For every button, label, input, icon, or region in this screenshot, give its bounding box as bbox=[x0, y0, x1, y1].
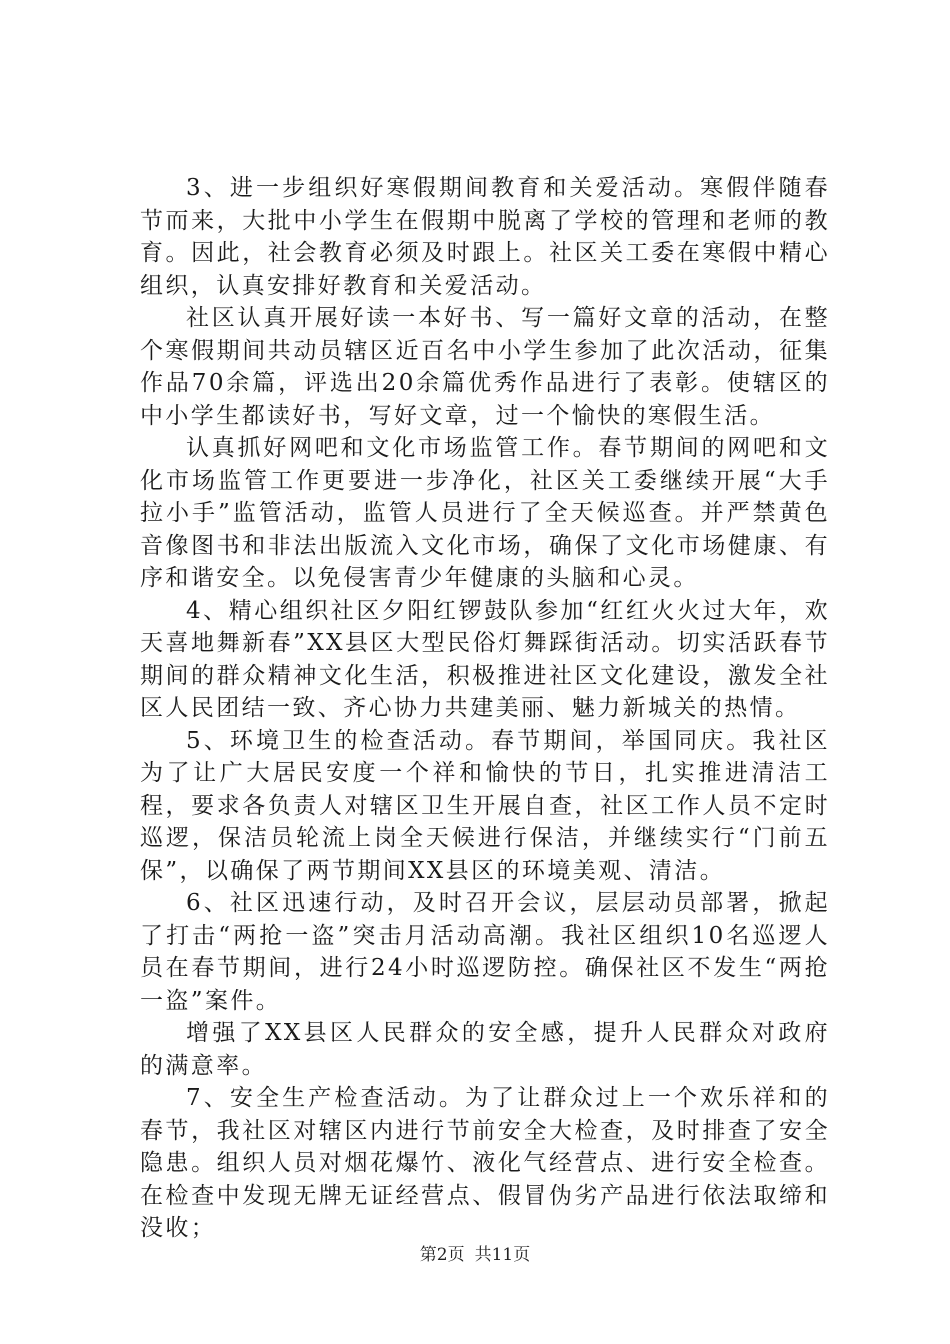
page-total: 共11页 bbox=[474, 1245, 531, 1265]
paragraph-internet-cafe-supervision: 认真抓好网吧和文化市场监管工作。春节期间的网吧和文化市场监管工作更要进一步净化，社区关工委继续开展“大手拉小手”监管活动，监管人员进行了全天候巡查。并严禁黄色音像图书和非法出版流入文化市场，确保了文化市场健康、有序和谐安全。以免侵害青少年健康的头脑和心灵。 bbox=[140, 435, 830, 591]
paragraph-item-6: 6、社区迅速行动，及时召开会议，层层动员部署，掀起了打击“两抢一盗”突击月活动高潮。我社区组织10名巡逻人员在春节期间，进行24小时巡逻防控。确保社区不发生“两抢一盗”案件。 bbox=[140, 890, 830, 1014]
page-footer bbox=[0, 1240, 950, 1265]
paragraph-item-4: 4、精心组织社区夕阳红锣鼓队参加“红红火火过大年，欢天喜地舞新春”XX县区大型民俗灯舞踩街活动。切实活跃春节期间的群众精神文化生活，积极推进社区文化建设，激发全社区人民团结一致、齐心协力共建美丽、魅力新城关的热情。 bbox=[140, 597, 830, 721]
page-number: 第2页 bbox=[419, 1245, 465, 1265]
paragraph-item-7: 7、安全生产检查活动。为了让群众过上一个欢乐祥和的春节，我社区对辖区内进行节前安全大检查，及时排查了安全隐患。组织人员对烟花爆竹、液化气经营点、进行安全检查。在检查中发现无牌无证经营点、假冒伪劣产品进行依法取缔和没收； bbox=[140, 1085, 830, 1241]
paragraph-item-3: 3、进一步组织好寒假期间教育和关爱活动。寒假伴随春节而来，大批中小学生在假期中脱离了学校的管理和老师的教育。因此，社会教育必须及时跟上。社区关工委在寒假中精心组织，认真安排好教育和关爱活动。 bbox=[140, 175, 830, 299]
paragraph-security-sense: 增强了XX县区人民群众的安全感，提升人民群众对政府的满意率。 bbox=[140, 1020, 830, 1079]
paragraph-item-5: 5、环境卫生的检查活动。春节期间，举国同庆。我社区为了让广大居民安度一个祥和愉快的节日，扎实推进清洁工程，要求各负责人对辖区卫生开展自查，社区工作人员不定时巡逻，保洁员轮流上岗全天候进行保洁，并继续实行“门前五保”，以确保了两节期间XX县区的环境美观、清洁。 bbox=[140, 727, 830, 884]
document-body bbox=[140, 172, 830, 1245]
paragraph-reading-activity: 社区认真开展好读一本好书、写一篇好文章的活动，在整个寒假期间共动员辖区近百名中小学生参加了此次活动，征集作品70余篇，评选出20余篇优秀作品进行了表彰。使辖区的中小学生都读好书，写好文章，过一个愉快的寒假生活。 bbox=[140, 305, 830, 429]
